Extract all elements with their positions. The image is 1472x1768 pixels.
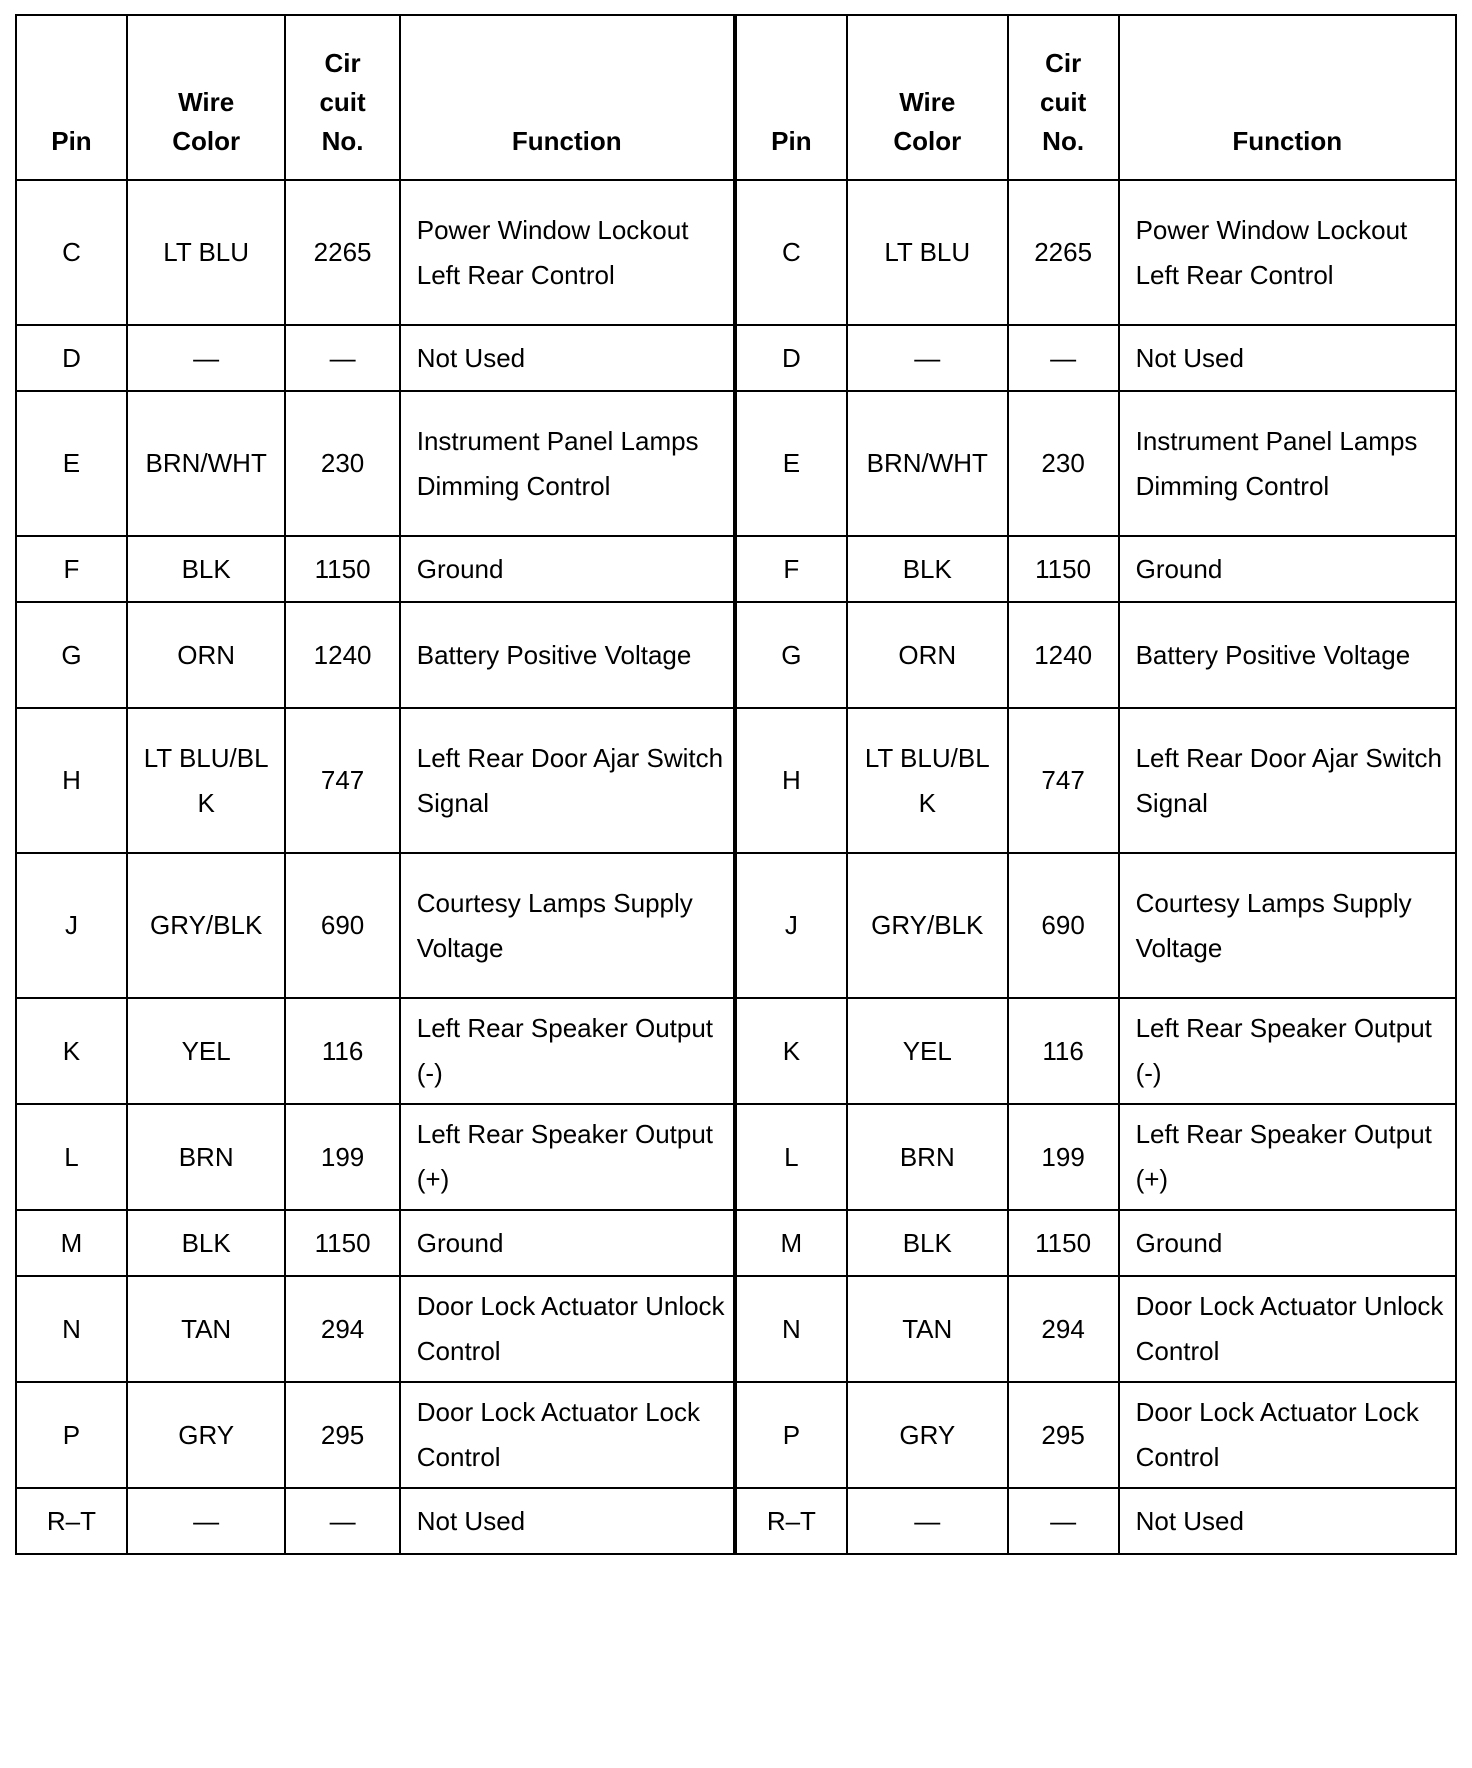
function-cell: Power Window Lockout Left Rear Control xyxy=(1119,180,1456,325)
wire-color-cell: BLK xyxy=(847,1210,1008,1276)
circuit-no-cell: 199 xyxy=(285,1104,399,1210)
pin-cell: N xyxy=(16,1276,127,1382)
function-cell: Door Lock Actuator Lock Control xyxy=(1119,1382,1456,1488)
circuit-no-cell: 1150 xyxy=(1008,1210,1119,1276)
circuit-no-cell: 116 xyxy=(1008,998,1119,1104)
function-cell: Not Used xyxy=(400,1488,735,1554)
wire-color-cell: ORN xyxy=(127,602,285,708)
circuit-no-cell: 690 xyxy=(1008,853,1119,998)
circuit-no-cell: 294 xyxy=(285,1276,399,1382)
pin-cell: K xyxy=(735,998,847,1104)
wire-color-cell: GRY xyxy=(847,1382,1008,1488)
wire-color-cell: ORN xyxy=(847,602,1008,708)
wire-color-cell: YEL xyxy=(127,998,285,1104)
wire-color-cell: BLK xyxy=(127,1210,285,1276)
table-row xyxy=(16,391,1456,536)
pin-cell: K xyxy=(16,998,127,1104)
circuit-no-cell: 1150 xyxy=(285,1210,399,1276)
table-row xyxy=(16,1210,1456,1276)
function-cell: Not Used xyxy=(1119,325,1456,391)
function-cell: Power Window Lockout Left Rear Control xyxy=(400,180,735,325)
function-cell: Door Lock Actuator Lock Control xyxy=(400,1382,735,1488)
function-cell: Left Rear Speaker Output (-) xyxy=(400,998,735,1104)
wire-color-cell: BRN/WHT xyxy=(847,391,1008,536)
pin-cell: L xyxy=(16,1104,127,1210)
function-cell: Courtesy Lamps Supply Voltage xyxy=(1119,853,1456,998)
table-row xyxy=(16,1276,1456,1382)
circuit-no-cell: — xyxy=(1008,325,1119,391)
table-row xyxy=(16,853,1456,998)
wire-color-cell: BRN/WHT xyxy=(127,391,285,536)
table-row xyxy=(16,1488,1456,1554)
wire-color-cell: BRN xyxy=(127,1104,285,1210)
circuit-no-cell: 294 xyxy=(1008,1276,1119,1382)
pin-cell: G xyxy=(735,602,847,708)
function-cell: Left Rear Speaker Output (+) xyxy=(1119,1104,1456,1210)
header-pin: Pin xyxy=(16,15,127,180)
wire-color-cell: LT BLU/BLK xyxy=(847,708,1008,853)
function-cell: Ground xyxy=(1119,1210,1456,1276)
header-function: Function xyxy=(400,15,735,180)
function-cell: Left Rear Door Ajar Switch Signal xyxy=(400,708,735,853)
wire-color-cell: YEL xyxy=(847,998,1008,1104)
circuit-no-cell: 747 xyxy=(285,708,399,853)
function-cell: Door Lock Actuator Unlock Control xyxy=(1119,1276,1456,1382)
function-cell: Instrument Panel Lamps Dimming Control xyxy=(400,391,735,536)
header-function: Function xyxy=(1119,15,1456,180)
pin-cell: C xyxy=(735,180,847,325)
table-row xyxy=(16,325,1456,391)
header-pin: Pin xyxy=(735,15,847,180)
circuit-no-cell: 1150 xyxy=(285,536,399,602)
circuit-no-cell: — xyxy=(1008,1488,1119,1554)
header-wire-color: Wire Color xyxy=(847,15,1008,180)
header-wire-color: Wire Color xyxy=(127,15,285,180)
pin-cell: M xyxy=(16,1210,127,1276)
pin-cell: D xyxy=(735,325,847,391)
pin-cell: M xyxy=(735,1210,847,1276)
pin-cell: P xyxy=(735,1382,847,1488)
connector-pinout-table xyxy=(15,14,1457,1555)
wire-color-cell: — xyxy=(127,325,285,391)
pin-cell: J xyxy=(735,853,847,998)
wire-color-cell: BRN xyxy=(847,1104,1008,1210)
header-circuit-no: Cir cuit No. xyxy=(1008,15,1119,180)
pin-cell: J xyxy=(16,853,127,998)
function-cell: Ground xyxy=(1119,536,1456,602)
circuit-no-cell: 2265 xyxy=(285,180,399,325)
header-row xyxy=(16,15,1456,180)
wire-color-cell: BLK xyxy=(127,536,285,602)
function-cell: Ground xyxy=(400,1210,735,1276)
pin-cell: C xyxy=(16,180,127,325)
pin-cell: D xyxy=(16,325,127,391)
pin-cell: F xyxy=(16,536,127,602)
wire-color-cell: BLK xyxy=(847,536,1008,602)
circuit-no-cell: 1150 xyxy=(1008,536,1119,602)
circuit-no-cell: 690 xyxy=(285,853,399,998)
pin-cell: G xyxy=(16,602,127,708)
table-row xyxy=(16,708,1456,853)
pin-cell: L xyxy=(735,1104,847,1210)
function-cell: Left Rear Speaker Output (+) xyxy=(400,1104,735,1210)
wire-color-cell: LT BLU/BLK xyxy=(127,708,285,853)
circuit-no-cell: — xyxy=(285,325,399,391)
function-cell: Door Lock Actuator Unlock Control xyxy=(400,1276,735,1382)
circuit-no-cell: 1240 xyxy=(285,602,399,708)
function-cell: Not Used xyxy=(1119,1488,1456,1554)
pin-cell: H xyxy=(735,708,847,853)
circuit-no-cell: 747 xyxy=(1008,708,1119,853)
table-row xyxy=(16,180,1456,325)
circuit-no-cell: 230 xyxy=(285,391,399,536)
header-circuit-no: Cir cuit No. xyxy=(285,15,399,180)
pin-cell: F xyxy=(735,536,847,602)
circuit-no-cell: — xyxy=(285,1488,399,1554)
wire-color-cell: — xyxy=(847,1488,1008,1554)
wire-color-cell: TAN xyxy=(127,1276,285,1382)
table-row xyxy=(16,536,1456,602)
function-cell: Left Rear Door Ajar Switch Signal xyxy=(1119,708,1456,853)
wire-color-cell: — xyxy=(127,1488,285,1554)
wire-color-cell: GRY/BLK xyxy=(127,853,285,998)
table-body xyxy=(16,180,1456,1554)
circuit-no-cell: 2265 xyxy=(1008,180,1119,325)
table-row xyxy=(16,998,1456,1104)
circuit-no-cell: 230 xyxy=(1008,391,1119,536)
function-cell: Instrument Panel Lamps Dimming Control xyxy=(1119,391,1456,536)
function-cell: Left Rear Speaker Output (-) xyxy=(1119,998,1456,1104)
circuit-no-cell: 295 xyxy=(285,1382,399,1488)
function-cell: Not Used xyxy=(400,325,735,391)
wire-color-cell: LT BLU xyxy=(847,180,1008,325)
function-cell: Battery Positive Voltage xyxy=(400,602,735,708)
pin-cell: E xyxy=(735,391,847,536)
circuit-no-cell: 116 xyxy=(285,998,399,1104)
circuit-no-cell: 199 xyxy=(1008,1104,1119,1210)
function-cell: Ground xyxy=(400,536,735,602)
pin-cell: H xyxy=(16,708,127,853)
wire-color-cell: TAN xyxy=(847,1276,1008,1382)
pin-cell: N xyxy=(735,1276,847,1382)
table-row xyxy=(16,1382,1456,1488)
wire-color-cell: LT BLU xyxy=(127,180,285,325)
wire-color-cell: GRY/BLK xyxy=(847,853,1008,998)
circuit-no-cell: 1240 xyxy=(1008,602,1119,708)
wire-color-cell: — xyxy=(847,325,1008,391)
pin-cell: R–T xyxy=(735,1488,847,1554)
pin-cell: R–T xyxy=(16,1488,127,1554)
wire-color-cell: GRY xyxy=(127,1382,285,1488)
function-cell: Courtesy Lamps Supply Voltage xyxy=(400,853,735,998)
table-row xyxy=(16,1104,1456,1210)
circuit-no-cell: 295 xyxy=(1008,1382,1119,1488)
pin-cell: P xyxy=(16,1382,127,1488)
function-cell: Battery Positive Voltage xyxy=(1119,602,1456,708)
pin-cell: E xyxy=(16,391,127,536)
table-row xyxy=(16,602,1456,708)
